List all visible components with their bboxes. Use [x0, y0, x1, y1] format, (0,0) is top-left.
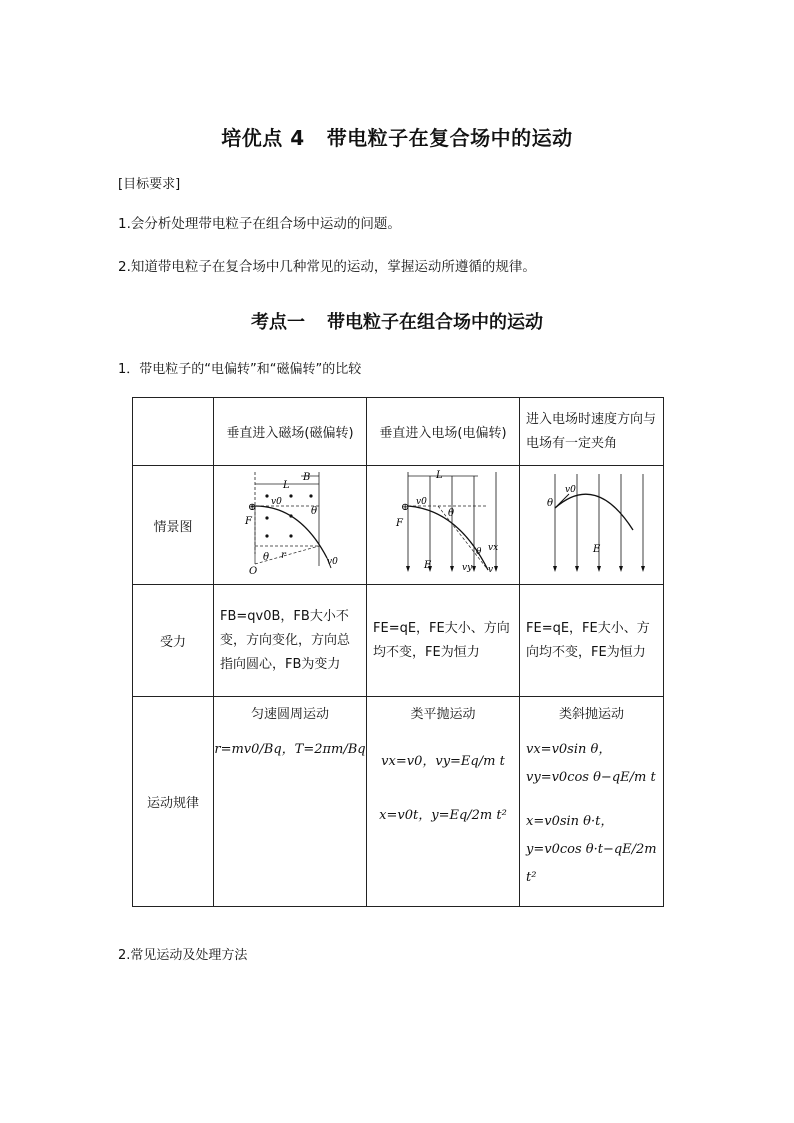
subheading-2: 2.常见运动及处理方法: [118, 948, 248, 963]
header-magnetic: 垂直进入磁场(磁偏转): [214, 398, 367, 466]
page-title: [0, 122, 794, 151]
label-vx: vx: [488, 543, 499, 553]
label-plus: ⊕: [248, 502, 257, 513]
label-theta-a: θ: [448, 508, 455, 519]
motion-oblique-formula-2: x=v0sin θ·t，y=v0cos θ·t−qE/2m t²: [526, 814, 657, 885]
table-corner: [133, 398, 214, 466]
section-prefix: 考点一: [251, 312, 305, 333]
label-L: L: [283, 480, 290, 491]
label-theta-b: θ: [476, 547, 482, 557]
label-r: r: [281, 550, 286, 561]
magnetic-deflection-diagram: [215, 466, 365, 580]
title-prefix: 培优点 4: [221, 126, 305, 150]
subheading-1: 1．带电粒子的“电偏转”和“磁偏转”的比较: [118, 362, 362, 377]
motion-magnetic-title: 匀速圆周运动: [250, 707, 329, 722]
label-vy: vy: [462, 563, 473, 573]
label-theta-a: θ: [311, 506, 318, 517]
row-label-motion: 运动规律: [133, 697, 214, 907]
section-main: 带电粒子在组合场中的运动: [327, 312, 543, 333]
label-v: v: [488, 565, 494, 575]
force-magnetic: FB=qv0B，FB大小不变，方向变化，方向总指向圆心，FB为变力: [214, 585, 367, 697]
section-heading: [0, 308, 794, 334]
objective-1: 1.会分析处理带电粒子在组合场中运动的问题。: [118, 216, 401, 232]
label-L: L: [436, 470, 443, 481]
motion-electric-title: 类平抛运动: [410, 707, 476, 722]
diagram-magnetic: [214, 466, 367, 585]
row-label-force: 受力: [133, 585, 214, 697]
label-E: E: [424, 560, 432, 571]
label-F: F: [396, 518, 403, 529]
motion-magnetic-formula: r=mv0/Bq，T=2πm/Bq: [214, 742, 366, 757]
header-oblique: 进入电场时速度方向与电场有一定夹角: [520, 398, 664, 466]
force-oblique: FE=qE，FE大小、方向均不变，FE为恒力: [520, 585, 664, 697]
motion-oblique-title: 类斜抛运动: [558, 707, 624, 722]
motion-oblique-formula-1: vx=v0sin θ，vy=v0cos θ−qE/m t: [526, 742, 656, 785]
label-plus: ⊕: [401, 502, 410, 513]
electric-deflection-diagram: [368, 466, 518, 580]
label-v0-b: v0: [327, 557, 338, 567]
label-B: B: [303, 472, 311, 483]
motion-magnetic: [214, 697, 367, 907]
objective-2: 2.知道带电粒子在复合场中几种常见的运动，掌握运动所遵循的规律。: [118, 259, 536, 275]
motion-oblique: [520, 697, 664, 907]
label-theta: θ: [546, 498, 553, 509]
label-F: F: [245, 516, 252, 527]
label-v0: v0: [564, 485, 576, 495]
comparison-table: [132, 397, 664, 907]
objectives-label: [目标要求]: [118, 177, 181, 192]
motion-electric-formula-2: x=v0t，y=Eq/2m t²: [379, 808, 507, 823]
header-electric: 垂直进入电场(电偏转): [367, 398, 520, 466]
label-theta-b: θ: [263, 552, 270, 563]
label-O: O: [249, 566, 258, 577]
label-E: E: [592, 544, 600, 555]
force-electric: FE=qE，FE大小、方向均不变，FE为恒力: [367, 585, 520, 697]
diagram-oblique: [520, 466, 664, 585]
label-v0-a: v0: [271, 497, 282, 507]
motion-electric-formula-1: vx=v0，vy=Eq/m t: [381, 754, 505, 769]
label-v0: v0: [416, 497, 427, 507]
motion-electric: [367, 697, 520, 907]
title-main: 带电粒子在复合场中的运动: [326, 126, 573, 150]
diagram-electric: [367, 466, 520, 585]
oblique-projectile-diagram: [521, 466, 663, 580]
row-label-scene: 情景图: [133, 466, 214, 585]
